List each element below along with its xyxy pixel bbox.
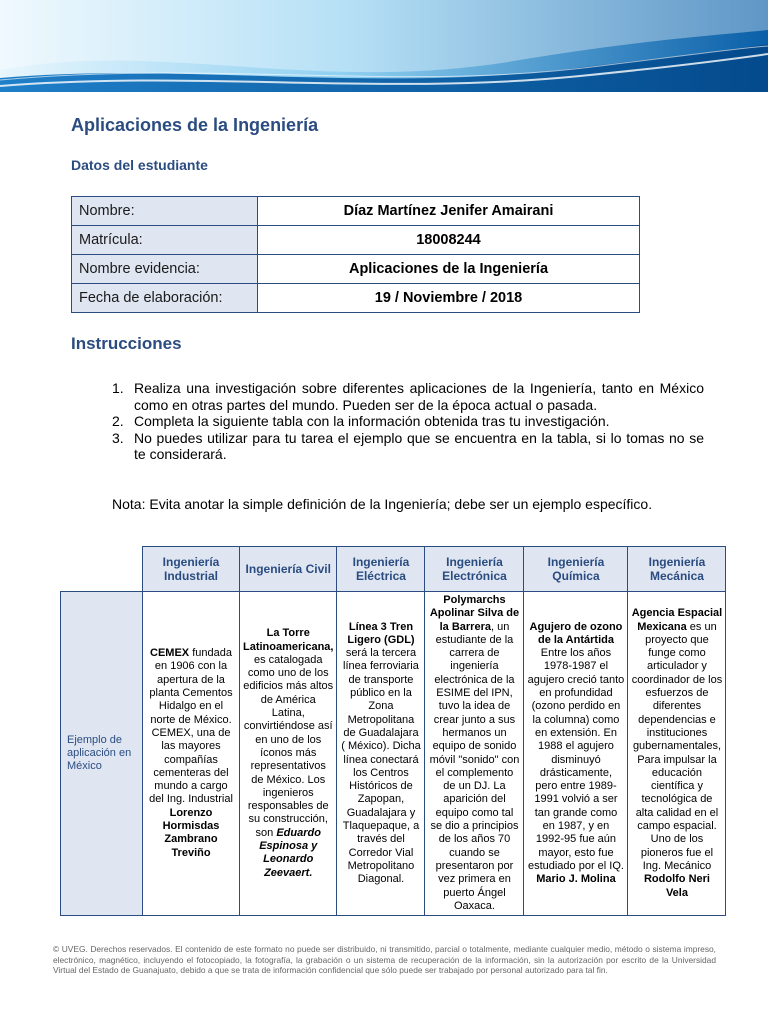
- header-cell: Ingeniería Mecánica: [628, 547, 726, 592]
- student-row-name: [72, 197, 640, 226]
- header-cell: Ingeniería Civil: [240, 547, 337, 592]
- list-text: No puedes utilizar para tu tarea el ejemplo que se encuentra en la tabla, si lo tomas no se te considerará.: [134, 429, 704, 462]
- document-title: Aplicaciones de la Ingeniería: [71, 115, 319, 135]
- cell-text-run: La Torre Latinoamericana,: [243, 627, 334, 653]
- cell-text-run: será la tercera línea ferroviaria de transporte público en la Zona Metropolitana de Guadalajara ( México). Dicha línea conectará los Centros Históricos de Zapopan, Guadalajara y Tlaquepaque, a través del Corredor Vial Metropolitano Diagonal.: [341, 647, 421, 886]
- header-banner: [0, 0, 768, 92]
- list-item: [112, 430, 704, 463]
- row-label: Ejemplo de aplicación en México: [61, 592, 143, 916]
- cell-text-run: Eduardo Espinosa y Leonardo Zeevaert.: [259, 826, 321, 879]
- field-label: Matrícula:: [72, 226, 258, 255]
- header-empty-cell: [61, 547, 143, 592]
- cell-text-run: CEMEX: [150, 647, 190, 660]
- wave-graphic: [0, 0, 768, 92]
- cell-text-run: fundada en 1906 con la apertura de la planta Cementos Hidalgo en el norte de México. CEMEX, una de las mayores compañías cementeras del mundo a cargo del Ing. Industrial: [149, 647, 233, 806]
- field-label: Fecha de elaboración:: [72, 284, 258, 313]
- cell-text-run: es un proyecto que funge como articulador y coordinador de los esfuerzos de diferentes dependencias e instituciones gubernamentales, Para impulsar la educación científica y tecnológica de alta calidad en el campo espacial. Uno de los pioneros fue el Ing. Mecánico: [631, 620, 723, 872]
- list-number: 3.: [112, 429, 124, 446]
- field-label: Nombre evidencia:: [72, 255, 258, 284]
- cell-text-run: , un estudiante de la carrera de ingeniería electrónica de la ESIME del IPN, tuvo la idea de crear junto a sus hermanos un equipo de sonido móvil "sonido" con el complemento de un DJ. La aparición del equipo como tal se dio a principios de los años 70 cuando se presentaron por vez primera en puerto Ángel Oaxaca.: [429, 620, 520, 912]
- engineering-table: [60, 546, 726, 916]
- cell-text-run: Lorenzo Hormisdas Zambrano Treviño: [162, 806, 220, 859]
- list-number: 2.: [112, 413, 124, 429]
- list-text: Completa la siguiente tabla con la información obtenida tras tu investigación.: [134, 413, 610, 429]
- table-cell: [425, 592, 524, 916]
- header-cell: Ingeniería Industrial: [143, 547, 240, 592]
- table-cell: [143, 592, 240, 916]
- note-text: Nota: Evita anotar la simple definición de la Ingeniería; debe ser un ejemplo específico.: [112, 496, 653, 512]
- date-value: 19 / Noviembre / 2018: [258, 284, 640, 313]
- table-row: [61, 592, 726, 916]
- list-item: [112, 413, 704, 430]
- instructions-title: Instrucciones: [71, 334, 182, 353]
- cell-text-run: Mario J. Molina: [536, 873, 616, 886]
- cell-text-run: Rodolfo Neri Vela: [643, 873, 710, 899]
- list-number: 1.: [112, 380, 124, 396]
- list-text: Realiza una investigación sobre diferentes aplicaciones de la Ingeniería, tanto en México como en otras partes del mundo. Pueden ser de la época actual o pasada.: [134, 380, 704, 413]
- student-name-value: Díaz Martínez Jenifer Amairani: [258, 197, 640, 226]
- student-data-table: [71, 196, 640, 313]
- student-row-date: [72, 284, 640, 313]
- copyright-footer: © UVEG. Derechos reservados. El contenido de este formato no puede ser distribuido, ni transmitido, parcial o totalmente, mediante cualquier medio, método o sistema impreso, electrónico, magnético, incluyendo el fotocopiado, la fotografía, la grabación o un sistema de recuperación de la información, sin la autorización por escrito de la Universidad Virtual del Estado de Guanajuato, debido a que se trata de información confidencial que sólo puede ser trabajado por personal autorizado para tal fin.: [53, 944, 716, 975]
- instructions-list: [112, 380, 704, 463]
- cell-text-run: Agujero de ozono de la Antártida: [529, 620, 623, 646]
- student-row-evidence: [72, 255, 640, 284]
- table-header-row: [61, 547, 726, 592]
- list-item: [112, 380, 704, 413]
- table-cell: [524, 592, 628, 916]
- cell-text-run: Polymarchs Apolinar Silva de la Barrera: [429, 594, 520, 633]
- header-cell: Ingeniería Química: [524, 547, 628, 592]
- student-id-value: 18008244: [258, 226, 640, 255]
- field-label: Nombre:: [72, 197, 258, 226]
- cell-text-run: Línea 3 Tren Ligero (GDL): [347, 620, 415, 646]
- cell-text-run: Agencia Espacial Mexicana: [631, 607, 723, 633]
- cell-text-run: es catalogada como uno de los edificios más altos de América Latina, convirtiéndose así en uno de los íconos más representativos de México. Los ingenieros responsables de su construcción, son: [243, 653, 334, 839]
- table-cell: [240, 592, 337, 916]
- header-cell: Ingeniería Electrónica: [425, 547, 524, 592]
- table-cell: [628, 592, 726, 916]
- student-section-title: Datos del estudiante: [71, 157, 208, 173]
- table-cell: [337, 592, 425, 916]
- evidence-name-value: Aplicaciones de la Ingeniería: [258, 255, 640, 284]
- cell-text-run: Entre los años 1978-1987 el agujero creció tanto en profundidad (ozono perdido en la columna) como en extensión. En 1988 el agujero disminuyó drásticamente, pero entre 1989-1991 volvió a ser tan grande como en 1987, y en 1992-95 fue aún mayor, esto fue estudiado por el IQ.: [527, 647, 625, 872]
- student-row-id: [72, 226, 640, 255]
- header-cell: Ingeniería Eléctrica: [337, 547, 425, 592]
